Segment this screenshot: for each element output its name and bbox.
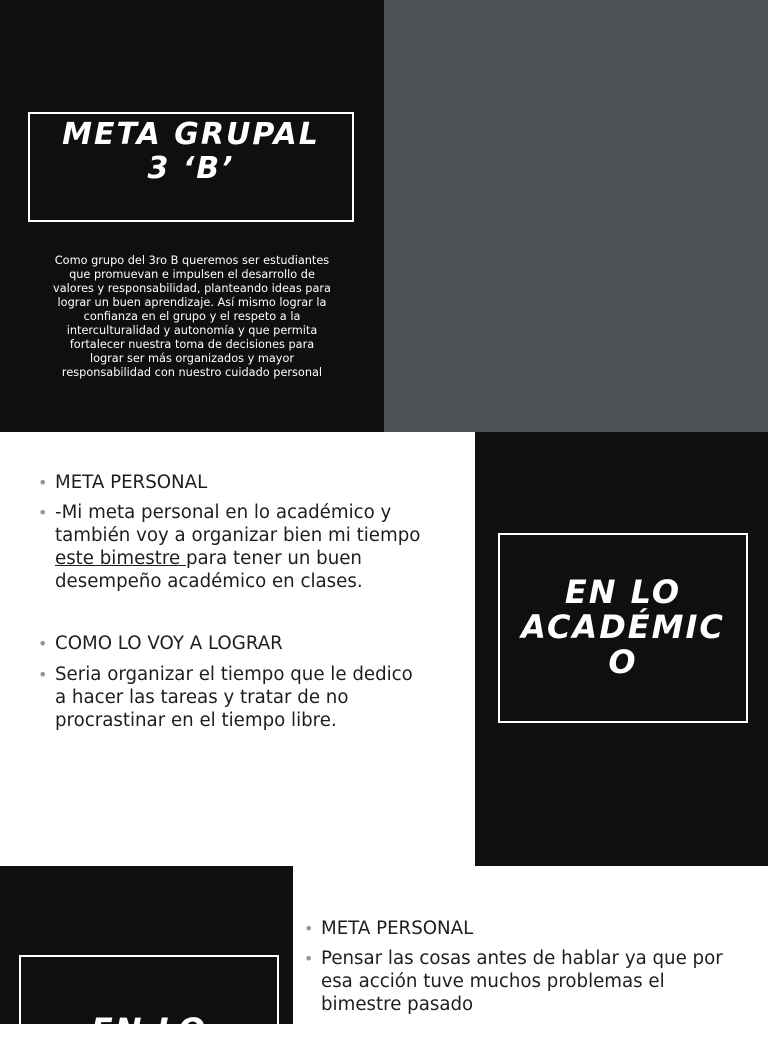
bullet-text-after: para tener un buen desempeño académico en clases.: [55, 548, 363, 592]
list-item: [38, 471, 423, 494]
list-item: [304, 917, 744, 940]
slide3-bullet-list: [304, 917, 744, 1016]
bullet-text-before: -Mi meta personal en lo académico y también voy a organizar bien mi tiempo: [55, 502, 421, 546]
slide3-title: [19, 1013, 279, 1048]
bullet-text: META PERSONAL: [55, 472, 208, 493]
bullet-text-underlined: este bimestre: [55, 548, 186, 569]
slide1-title-line1: META GRUPAL: [62, 117, 320, 152]
slide1-title-line2: 3 ‘B’: [147, 151, 235, 186]
bullet-icon: •: [38, 473, 48, 492]
slide1-body-text: Como grupo del 3ro B queremos ser estudiantes que promuevan e impulsen el desarrollo de valores y responsabilidad, planteando ideas para lograr un buen aprendizaje. Así mismo lograr la confianza en el grupo y el respeto a la interculturalidad y autonomía y que permita fortalecer nuestra toma de decisiones para lograr ser más organizados y mayor responsabilidad con nuestro cuidado personal: [53, 254, 331, 379]
slide2-title-line1: EN LO: [564, 573, 682, 611]
slide2-title-line2: ACADÉMIC: [521, 608, 725, 646]
bullet-text: Seria organizar el tiempo que le dedico a hacer las tareas y tratar de no procrastinar en el tiempo libre.: [55, 664, 413, 731]
bullet-icon: •: [38, 634, 48, 653]
slide1-title-box: [28, 112, 354, 222]
slide2-title-line3: O: [608, 643, 638, 681]
bullet-text: COMO LO VOY A LOGRAR: [55, 633, 283, 654]
slide3-title-line1: EN LO: [90, 1011, 208, 1049]
list-item: [38, 501, 423, 593]
bullet-icon: •: [304, 919, 314, 938]
bullet-icon: •: [304, 949, 314, 968]
bullet-text: META PERSONAL: [321, 918, 474, 939]
slide2-title: [498, 575, 748, 680]
slide2-bullet-list: [38, 471, 423, 732]
bullet-icon: •: [38, 503, 48, 522]
list-item: [38, 663, 423, 732]
list-item: [304, 947, 744, 1016]
bullet-icon: •: [38, 665, 48, 684]
bullet-text: Pensar las cosas antes de hablar ya que por esa acción tuve muchos problemas el bimestre pasado: [321, 948, 723, 1015]
slide1-gray-panel: [384, 0, 768, 432]
list-item: [38, 632, 423, 655]
